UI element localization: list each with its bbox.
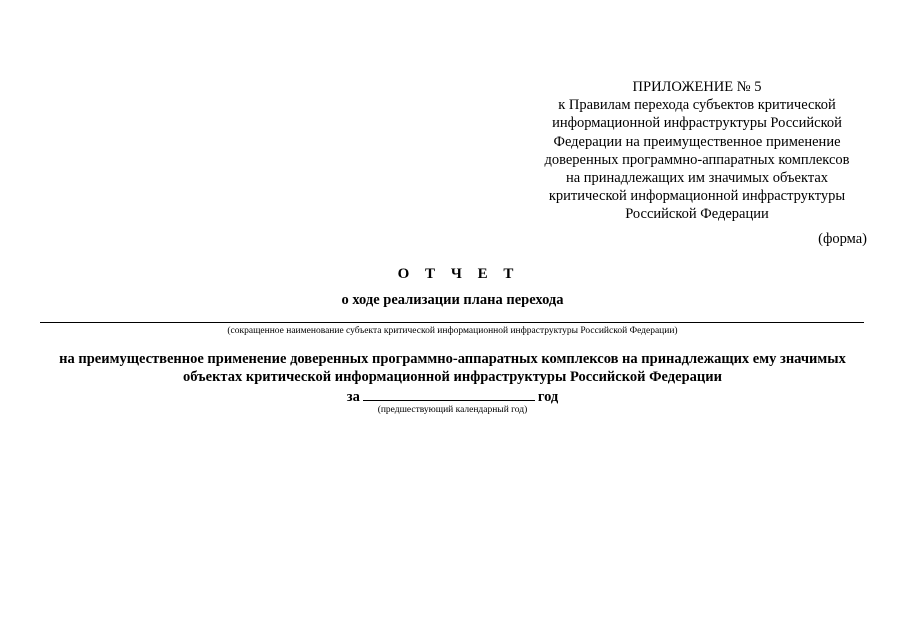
subject-name-line	[40, 322, 864, 323]
year-caption: (предшествующий календарный год)	[377, 405, 528, 415]
appendix-line: доверенных программно-аппаратных комплексов	[544, 151, 850, 168]
appendix-line: Федерации на преимущественное применение	[553, 133, 841, 150]
report-main-text	[30, 351, 875, 386]
appendix-line: информационной инфраструктуры Российской	[552, 115, 842, 132]
form-label: (форма)	[818, 231, 867, 247]
appendix-header	[528, 78, 866, 224]
appendix-line: критической информационной инфраструктуры	[548, 188, 846, 205]
main-text-line: на преимущественное применение доверенных программно-аппаратных комплексов на принадлежащих ему значимых	[59, 351, 846, 367]
appendix-line: Российской Федерации	[625, 206, 769, 223]
appendix-line: ПРИЛОЖЕНИЕ № 5	[632, 79, 762, 95]
year-blank-field	[363, 387, 535, 401]
year-label: год	[537, 389, 559, 405]
appendix-line: на принадлежащих им значимых объектах	[565, 170, 829, 187]
main-text-line: объектах критической информационной инфраструктуры Российской Федерации	[183, 368, 722, 385]
report-title: О Т Ч Е Т	[397, 266, 520, 282]
za-label: за	[346, 389, 360, 405]
year-line	[0, 387, 905, 406]
appendix-line: к Правилам перехода субъектов критической	[558, 97, 836, 114]
report-subtitle: о ходе реализации плана перехода	[341, 292, 564, 308]
subject-name-caption: (сокращенное наименование субъекта критической информационной инфраструктуры Российской Федерации)	[227, 326, 678, 336]
